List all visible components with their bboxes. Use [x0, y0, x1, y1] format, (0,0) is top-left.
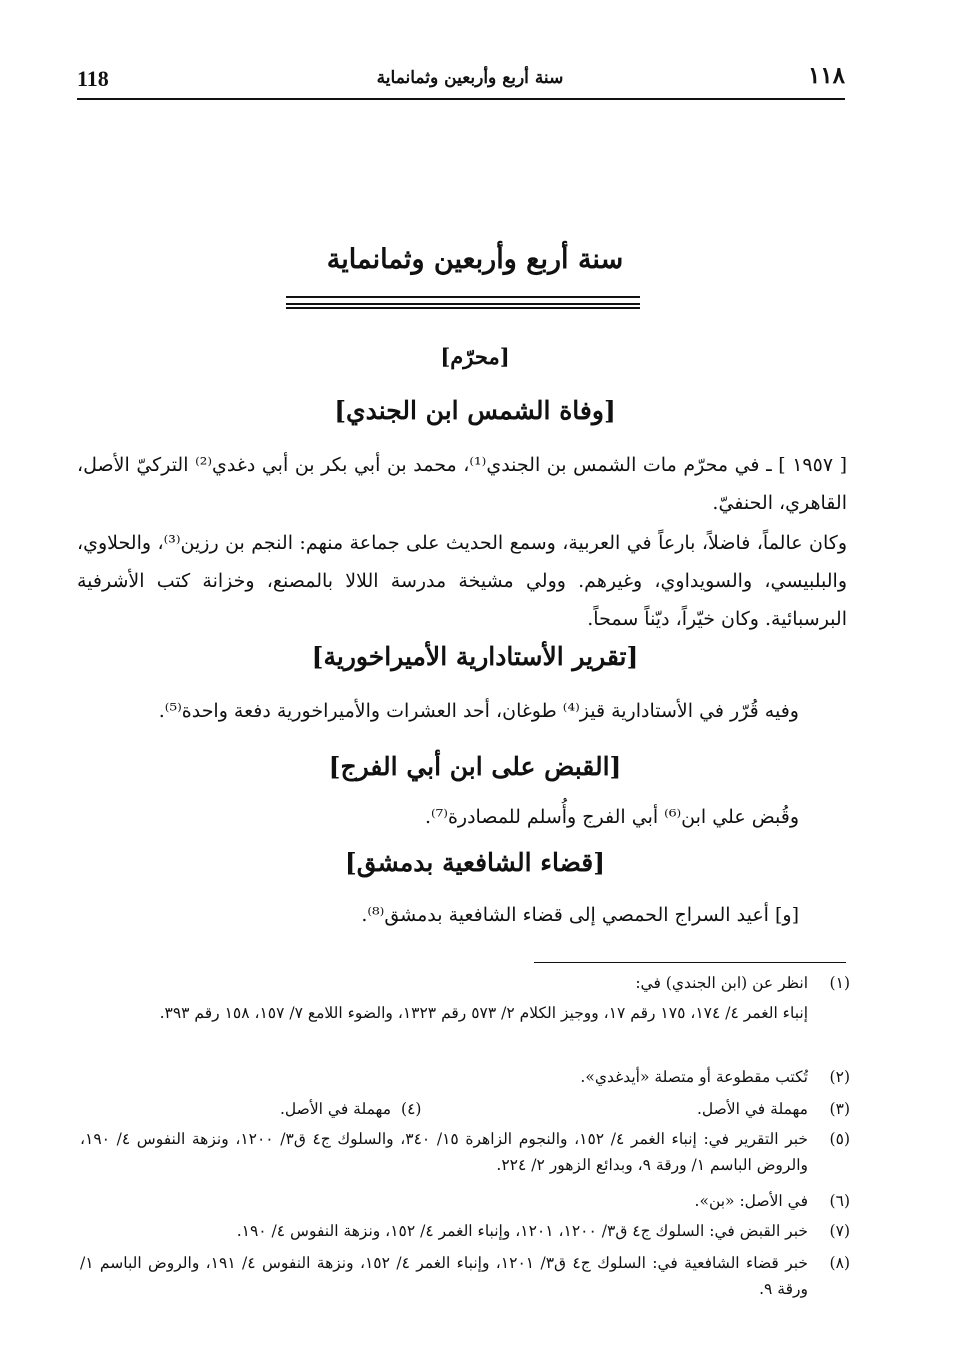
- running-title: سنة أربع وأربعين وثمانماية: [376, 68, 564, 88]
- header-rule: [77, 98, 845, 100]
- footnote-text: تُكتب مقطوعة أو متصلة «أيدغدي».: [580, 1068, 808, 1086]
- footnote: [80, 1218, 850, 1244]
- footnote-number: (٦): [829, 1192, 850, 1210]
- paragraph: [ ١٩٥٧ ] ـ في محرّم مات الشمس بن الجندي⁽¹⁾، محمد بن أبي بكر بن أبي دغدي⁽²⁾ التركيّ الأصل، القاهري، الحنفيّ.: [77, 454, 848, 514]
- paragraph: [و] أعيد السراج الحمصي إلى قضاء الشافعية بدمشق⁽⁸⁾.: [361, 904, 799, 926]
- footnote: [80, 1000, 850, 1026]
- footnote-text: انظر عن (ابن الجندي) في:: [635, 974, 808, 992]
- footnote-text: خبر قضاء الشافعية في: السلوك ج٤ ق٣/ ١٢٠١، وإنباء الغمر ٤/ ١٥٢، ونزهة النفوس ٤/ ١٩١، والروض الباسم ١/ ورقة ٩.: [80, 1254, 809, 1298]
- footnote: [80, 1126, 850, 1178]
- footnote: [80, 970, 850, 996]
- footnote-text: خبر التقرير في: إنباء الغمر ٤/ ١٥٢، والنجوم الزاهرة ١٥/ ٣٤٠، والسلوك ج٤ ق٣/ ١٢٠٠، ونزهة النفوس ٤/ ١٩٠، والروض الباسم ١/ ورقة ٩، وبدائع الزهور ٢/ ٢٢٤.: [80, 1130, 809, 1174]
- footnote-text: في الأصل: «بن».: [694, 1192, 808, 1210]
- section-heading: [قضاء الشافعية بدمشق]: [344, 848, 606, 877]
- footnote-number: (٢): [829, 1068, 850, 1086]
- paragraph: وكان عالماً، فاضلاً، بارعاً في العربية، وسمع الحديث على جماعة منهم: النجم بن رزين⁽³⁾، والحلاوي، والبلبيسي، والسويداوي، وغيرهم. وولي مشيخة مدرسة اللالا بالمصنع، وخزانة كتب الأشرفية البرسبائية. وكان خيّراً، ديّناً سمحاً.: [77, 532, 847, 630]
- page-number-arabic: ١١٨: [807, 62, 845, 89]
- page-number-latin: 118: [77, 66, 109, 91]
- footnote: [80, 1064, 850, 1090]
- footnote-number: (٨): [829, 1254, 850, 1272]
- footnote: [80, 1188, 850, 1214]
- footnote-side: [280, 1096, 421, 1122]
- footnote: [80, 1250, 850, 1302]
- chapter-title: سنة أربع وأربعين وثمانماية: [326, 244, 624, 275]
- footnote-text: مهملة في الأصل.: [280, 1100, 392, 1118]
- footnote-number: [808, 1000, 850, 1026]
- footnote-text: مهملة في الأصل.: [696, 1100, 808, 1118]
- footnote-number: (٣): [829, 1100, 850, 1118]
- month-heading: [محرّم]: [440, 344, 510, 369]
- footnote-text: خبر القبض في: السلوك ج٤ ق٣/ ١٢٠٠، ١٢٠١، وإنباء الغمر ٤/ ١٥٢، ونزهة النفوس ٤/ ١٩٠.: [236, 1222, 808, 1240]
- footnote-number: (٧): [829, 1222, 850, 1240]
- section-heading: [القبض على ابن أبي الفرج]: [328, 752, 622, 781]
- footnote-text: إنباء الغمر ٤/ ١٧٤، ١٧٥ رقم ١٧، ووجيز الكلام ٢/ ٥٧٣ رقم ١٣٢٣، والضوء اللامع ٧/ ١٥٧، ١٥٨ رقم ٣٩٣.: [159, 1004, 808, 1022]
- footnote-number: (١): [829, 974, 850, 992]
- paragraph: وفيه قُرّر في الأستادارية قيز⁽⁴⁾ طوغان، أحد العشرات والأميراخورية دفعة واحدة⁽⁵⁾.: [158, 700, 799, 722]
- footnote: [80, 1096, 850, 1122]
- title-double-rule: [286, 296, 640, 305]
- footnote-number: (٤): [401, 1100, 422, 1118]
- footnote-number: (٥): [829, 1130, 850, 1148]
- section-heading: [وفاة الشمس ابن الجندي]: [334, 396, 616, 425]
- title-rule-lower: [286, 307, 640, 309]
- paragraph: وقُبض علي ابن⁽⁶⁾ أبي الفرج وأُسلم للمصادرة⁽⁷⁾.: [424, 806, 799, 828]
- section-heading: [تقرير الأستادارية الأميراخورية]: [311, 642, 639, 671]
- footnote-rule: [534, 962, 846, 963]
